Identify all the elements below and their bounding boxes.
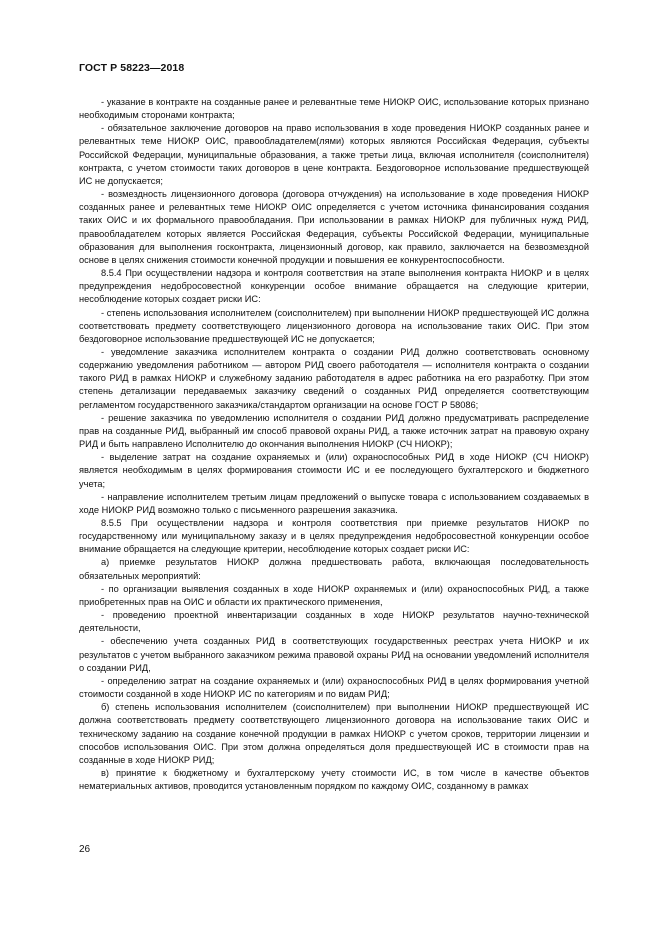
- paragraph: - направление исполнителем третьим лицам предложений о выпуске товара с использованием создаваемых в ходе НИОКР РИД возможно только с письменного разрешения заказчика.: [79, 491, 589, 515]
- paragraph: - по организации выявления созданных в ходе НИОКР охраняемых и (или) охраноспособных РИД, а также приобретенных прав на ОИС и области их практического применения,: [79, 583, 589, 607]
- paragraph: - выделение затрат на создание охраняемых и (или) охраноспособных РИД в ходе НИОКР (СЧ НИОКР) является необходимым в целях формирования стоимости ИС и ее последующего бухгалтерского и бюджетного учета;: [79, 452, 589, 489]
- paragraph: - обеспечению учета созданных РИД в соответствующих государственных реестрах учета НИОКР и их результатов с учетом выбранного заказчиком режима правовой охраны РИД на основании уведомлений исполнителя о создании РИД,: [79, 636, 589, 673]
- paragraph: в) принятие к бюджетному и бухгалтерскому учету стоимости ИС, в том числе в качестве объектов нематериальных активов, проводится установленным порядком по каждому ОИС, созданному в рамках: [79, 767, 589, 792]
- paragraph: - указание в контракте на созданные ранее и релевантные теме НИОКР ОИС, использование которых признано необходимым сторонами контракта;: [79, 97, 589, 121]
- paragraph: - уведомление заказчика исполнителем контракта о создании РИД должно соответствовать основному содержанию уведомления работником — автором РИД своего работодателя — исполнителя контракта о создании такого РИД в рамках НИОКР и служебному заданию работодателя в адрес работника на его разработку. При этом степень детализации передаваемых заказчику сведений о созданных РИД определяется соответствующим регламентом государственного заказчика/стандартом организации на основе ГОСТ Р 58086;: [79, 346, 589, 410]
- document-header: ГОСТ Р 58223—2018: [79, 62, 185, 74]
- paragraph: - решение заказчика по уведомлению исполнителя о создании РИД должно предусматривать распределение прав на созданные РИД, выбранный им способ правовой охраны РИД, а также источник затрат на правовую охрану РИД и быть направлено Исполнителю до окончания выполнения НИОКР (СЧ НИОКР);: [79, 412, 589, 450]
- paragraph: - определению затрат на создание охраняемых и (или) охраноспособных РИД в целях формирования учетной стоимости созданной в ходе НИОКР ИС по категориям и по видам РИД;: [79, 675, 589, 700]
- paragraph: б) степень использования исполнителем (соисполнителем) при выполнении НИОКР предшествующей ИС должна соответствовать предмету соответствующего лицензионного договора на использование таких ОИС и техническому заданию на создание конечной продукции в рамках НИОКР с учетом сроков, территории лицензии и способов использования ОИС. При этом должна определяться доля предшествующей ИС в стоимости прав на созданные в ходе НИОКР РИД;: [79, 702, 589, 765]
- paragraph: 8.5.4 При осуществлении надзора и контроля соответствия на этапе выполнения контракта НИОКР и в целях предупреждения недобросовестной конкуренции особое внимание обращается на следующие критерии, несоблюдение которых создает риски ИС:: [79, 268, 589, 305]
- paragraph: 8.5.5 При осуществлении надзора и контроля соответствия при приемке результатов НИОКР по государственному или муниципальному заказу и в целях предупреждения недобросовестной конкуренции особое внимание обращается на следующие критерии, несоблюдение которых создает риски ИС:: [79, 518, 589, 555]
- paragraph: - проведению проектной инвентаризации созданных в ходе НИОКР результатов научно-технической деятельности,: [79, 610, 589, 634]
- document-body: [79, 96, 589, 793]
- paragraph: - степень использования исполнителем (соисполнителем) при выполнении НИОКР предшествующей ИС должна соответствовать предмету соответствующего лицензионного договора на использование таких ОИС. При этом бездоговорное использование предшествующей ИС не допускается;: [79, 307, 589, 344]
- paragraph: - обязательное заключение договоров на право использования в ходе проведения НИОКР созданных ранее и релевантных теме НИОКР ОИС, правообладателем(лями) которых являются Российская Федерация, субъекты Российской Федерации, муниципальные образования, а также третьи лица, включая исполнителя (соисполнителя) контракта, с учетом стоимости таких договоров в цене контракта. Бездоговорное использование предшествующей ИС не допускается;: [79, 123, 589, 186]
- paragraph: а) приемке результатов НИОКР должна предшествовать работа, включающая последовательность обязательных мероприятий:: [79, 557, 589, 581]
- page-number: 26: [79, 844, 91, 855]
- paragraph: - возмездность лицензионного договора (договора отчуждения) на использование в ходе проведения НИОКР созданных ранее и релевантных теме НИОКР ОИС определяется с учетом источника финансирования создания таких ОИС и их формального правообладания. При использовании в рамках НИОКР для публичных нужд РИД, правообладателем которых является Российская Федерация, субъекты Российской Федерации, муниципальные образования для выполнения госконтракта, лицензионный договор, как правило, заключается на безвозмездной основе в целях снижения стоимости конечной продукции и повышения ее конкурентоспособности.: [79, 189, 589, 265]
